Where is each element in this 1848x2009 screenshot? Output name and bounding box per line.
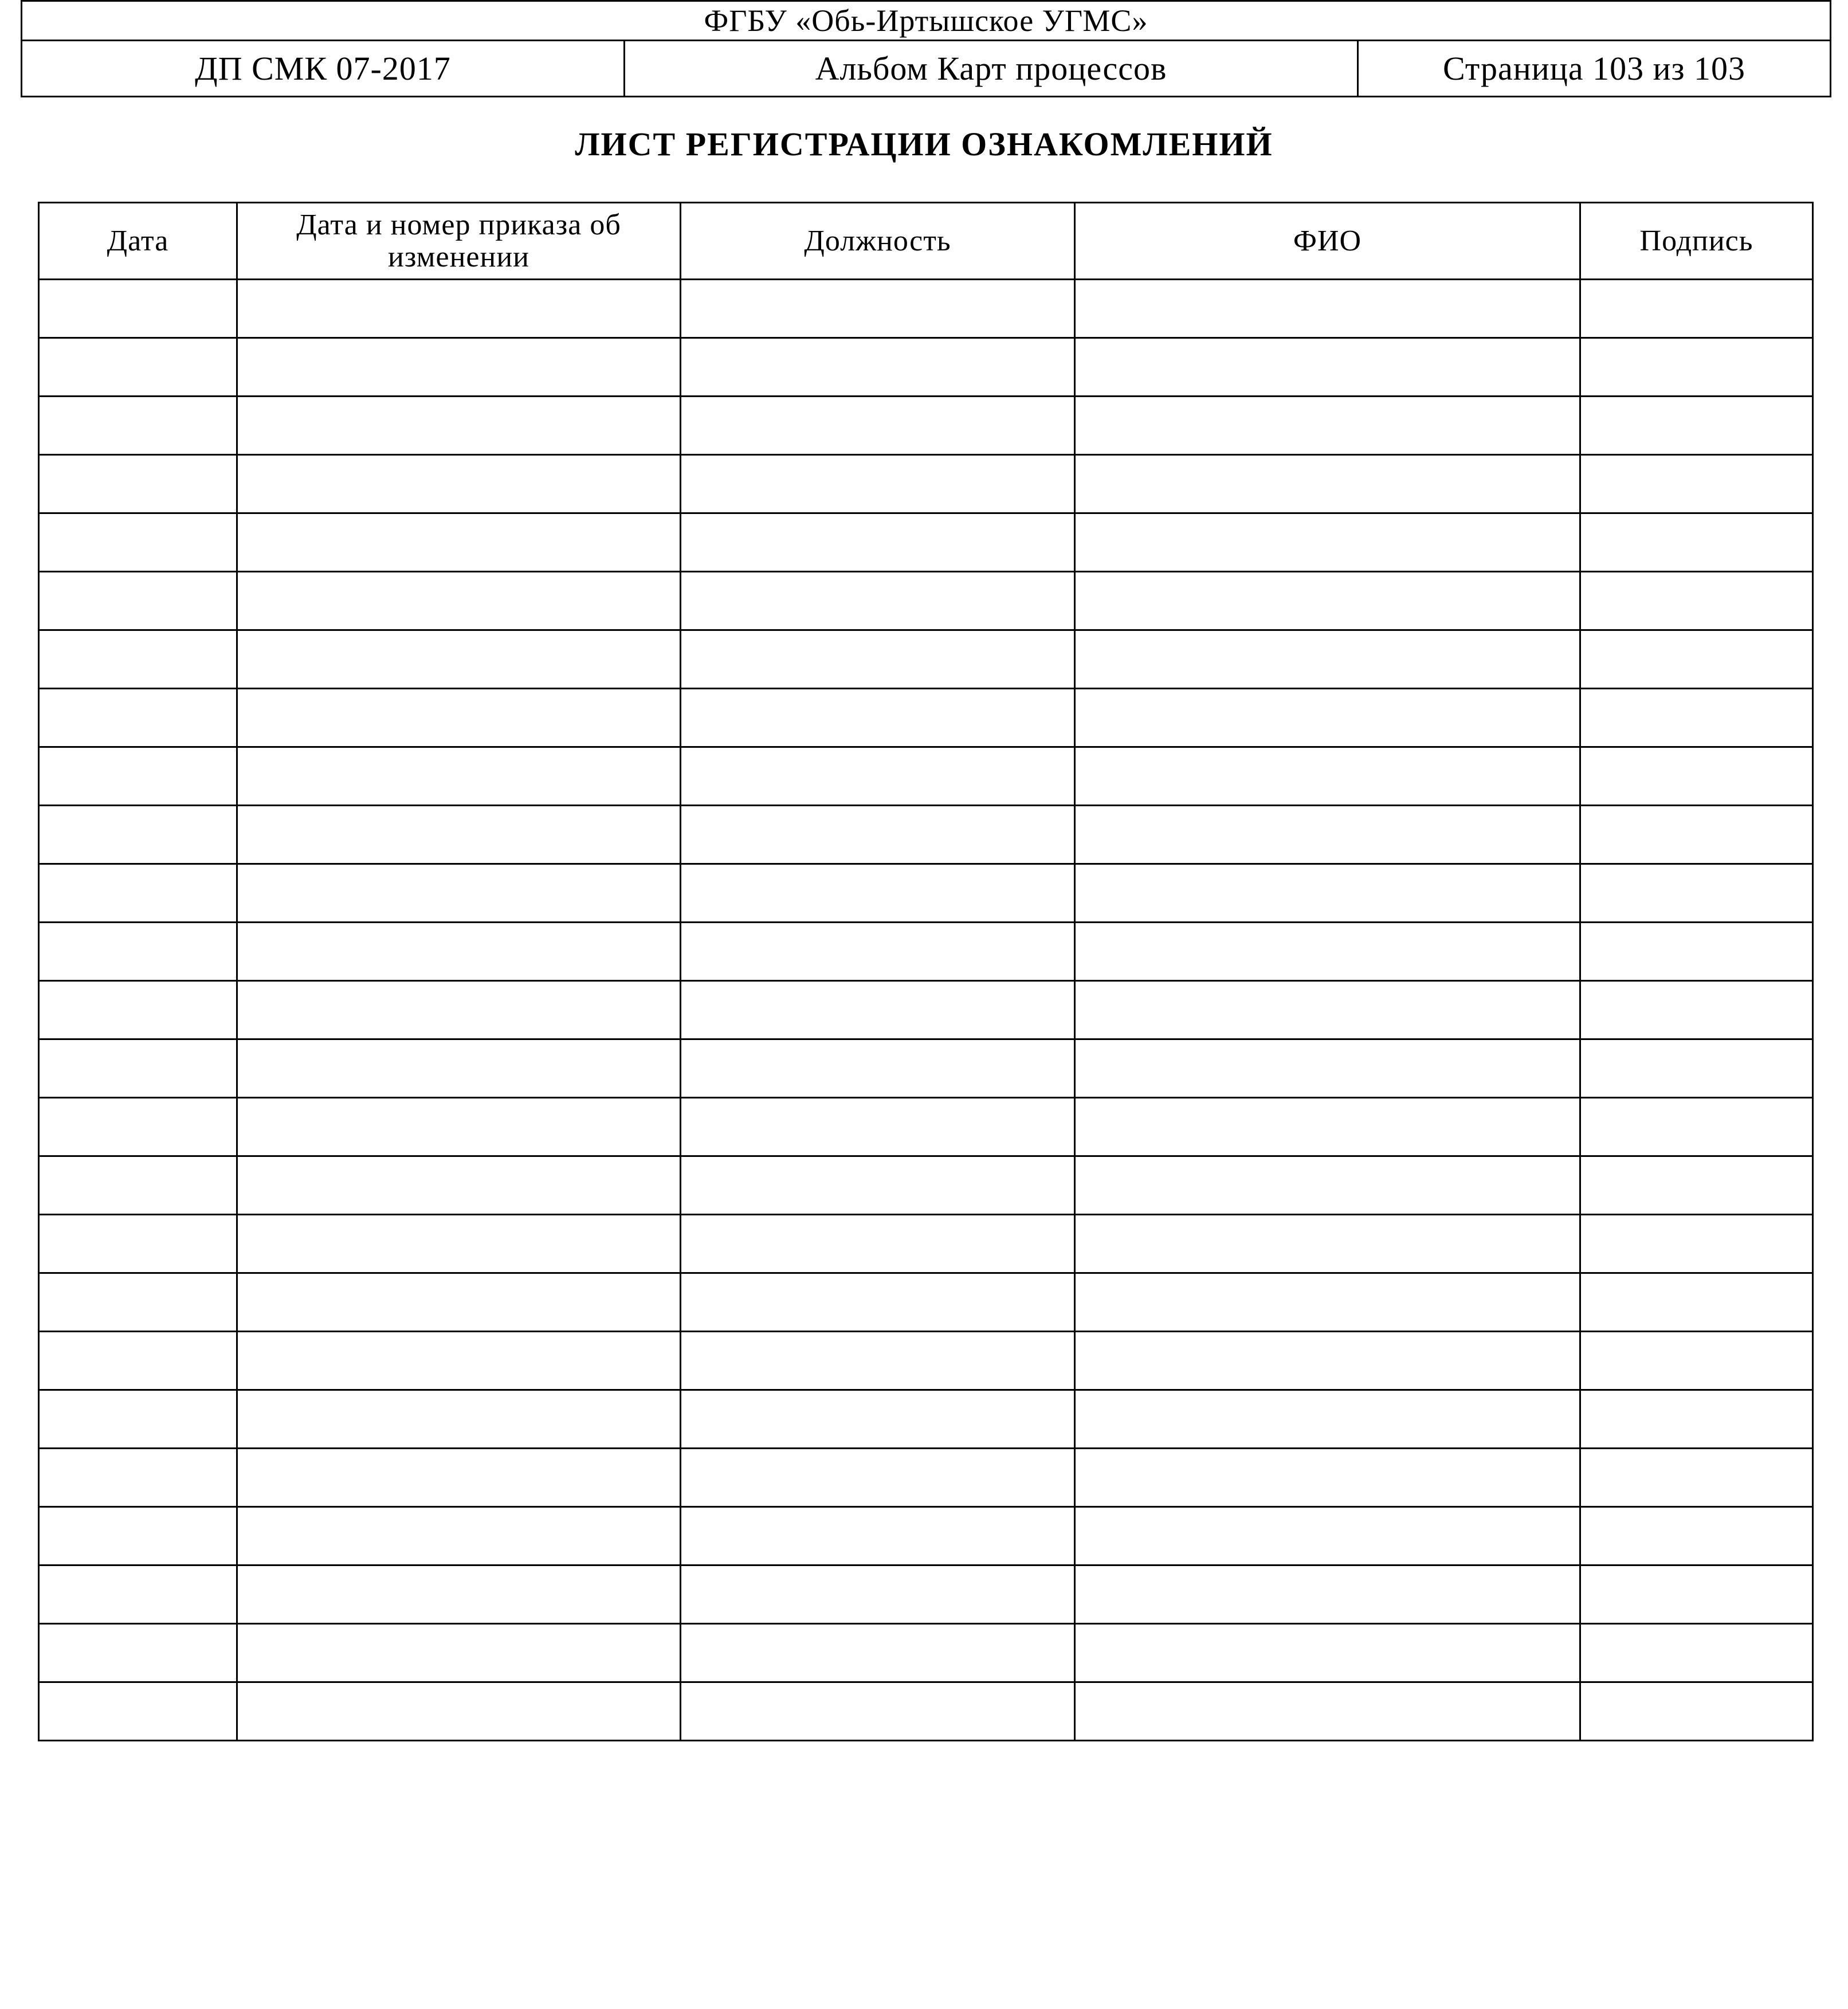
table-row [39, 1215, 1813, 1273]
table-cell [1580, 1449, 1813, 1507]
table-cell [681, 981, 1075, 1039]
table-cell [681, 572, 1075, 630]
table-cell [237, 806, 681, 864]
table-row [39, 1507, 1813, 1565]
table-cell [1075, 455, 1580, 513]
table-cell [237, 1273, 681, 1332]
table-cell [681, 689, 1075, 747]
table-cell [237, 864, 681, 923]
table-cell [1075, 689, 1580, 747]
table-row [39, 1390, 1813, 1449]
table-cell [39, 455, 237, 513]
document-code: ДП СМК 07-2017 [22, 41, 625, 96]
table-cell [1075, 1039, 1580, 1098]
table-cell [1075, 513, 1580, 572]
table-cell [237, 747, 681, 806]
table-cell [1075, 338, 1580, 397]
table-row [39, 280, 1813, 338]
table-cell [1580, 572, 1813, 630]
table-cell [237, 1507, 681, 1565]
column-header-date: Дата [39, 203, 237, 280]
table-row [39, 923, 1813, 981]
table-cell [237, 1565, 681, 1624]
table-cell [681, 1390, 1075, 1449]
table-cell [1580, 864, 1813, 923]
table-cell [681, 1215, 1075, 1273]
table-cell [237, 455, 681, 513]
table-cell [39, 1098, 237, 1156]
table-cell [681, 1273, 1075, 1332]
table-cell [1580, 1215, 1813, 1273]
table-cell [1075, 981, 1580, 1039]
table-row [39, 630, 1813, 689]
table-cell [39, 1449, 237, 1507]
table-cell [237, 1449, 681, 1507]
table-cell [681, 1624, 1075, 1682]
table-cell [237, 689, 681, 747]
table-row [39, 1449, 1813, 1507]
column-header-order: Дата и номер приказа об изменении [237, 203, 681, 280]
table-cell [39, 1332, 237, 1390]
table-cell [681, 1449, 1075, 1507]
table-cell [237, 630, 681, 689]
table-row [39, 513, 1813, 572]
table-row [39, 397, 1813, 455]
table-cell [1580, 630, 1813, 689]
table-row [39, 1682, 1813, 1741]
table-cell [1075, 1156, 1580, 1215]
column-header-position: Должность [681, 203, 1075, 280]
table-cell [1075, 397, 1580, 455]
table-cell [237, 338, 681, 397]
table-cell [681, 1039, 1075, 1098]
table-row [39, 1273, 1813, 1332]
table-cell [1580, 338, 1813, 397]
organization-name: ФГБУ «Обь-Иртышское УГМС» [22, 2, 1830, 41]
table-cell [39, 1565, 237, 1624]
table-row [39, 747, 1813, 806]
table-row [39, 1156, 1813, 1215]
table-row [39, 689, 1813, 747]
table-cell [681, 747, 1075, 806]
table-cell [237, 1039, 681, 1098]
table-cell [39, 923, 237, 981]
table-cell [1580, 455, 1813, 513]
table-cell [1580, 1682, 1813, 1741]
table-cell [39, 864, 237, 923]
table-cell [39, 1390, 237, 1449]
table-cell [1075, 806, 1580, 864]
table-row [39, 1039, 1813, 1098]
table-cell [1580, 1332, 1813, 1390]
table-cell [681, 1682, 1075, 1741]
table-cell [237, 1682, 681, 1741]
table-cell [1580, 397, 1813, 455]
table-cell [237, 1156, 681, 1215]
table-cell [681, 630, 1075, 689]
document-name: Альбом Карт процессов [625, 41, 1359, 96]
table-cell [1075, 630, 1580, 689]
table-cell [39, 1682, 237, 1741]
table-cell [237, 1098, 681, 1156]
table-row [39, 572, 1813, 630]
table-cell [1580, 923, 1813, 981]
table-cell [237, 280, 681, 338]
document-header [21, 0, 1831, 97]
table-cell [237, 572, 681, 630]
table-header-row [39, 203, 1813, 280]
table-cell [237, 923, 681, 981]
table-cell [681, 1098, 1075, 1156]
table-cell [1075, 1390, 1580, 1449]
table-row [39, 338, 1813, 397]
table-cell [39, 630, 237, 689]
table-cell [1075, 1565, 1580, 1624]
table-cell [681, 923, 1075, 981]
table-row [39, 1565, 1813, 1624]
table-cell [39, 572, 237, 630]
registration-table [38, 202, 1814, 1741]
table-cell [1075, 864, 1580, 923]
table-cell [681, 513, 1075, 572]
table-row [39, 1098, 1813, 1156]
table-cell [1075, 1624, 1580, 1682]
table-cell [681, 1332, 1075, 1390]
table-cell [237, 513, 681, 572]
table-cell [39, 981, 237, 1039]
table-cell [1075, 923, 1580, 981]
table-cell [39, 806, 237, 864]
table-row [39, 981, 1813, 1039]
column-header-full-name: ФИО [1075, 203, 1580, 280]
table-cell [237, 397, 681, 455]
table-cell [1075, 1449, 1580, 1507]
table-cell [1580, 747, 1813, 806]
table-cell [681, 1565, 1075, 1624]
table-cell [237, 981, 681, 1039]
table-cell [1075, 747, 1580, 806]
table-cell [1580, 513, 1813, 572]
table-cell [39, 689, 237, 747]
table-row [39, 864, 1813, 923]
table-cell [39, 397, 237, 455]
table-cell [1580, 1273, 1813, 1332]
table-cell [39, 1507, 237, 1565]
table-cell [1075, 1098, 1580, 1156]
table-cell [1075, 1215, 1580, 1273]
table-cell [681, 338, 1075, 397]
table-cell [1075, 1682, 1580, 1741]
table-row [39, 806, 1813, 864]
table-cell [237, 1332, 681, 1390]
table-cell [681, 280, 1075, 338]
table-cell [1580, 1390, 1813, 1449]
table-cell [1580, 1156, 1813, 1215]
table-cell [681, 864, 1075, 923]
table-cell [39, 747, 237, 806]
table-cell [237, 1390, 681, 1449]
table-cell [39, 280, 237, 338]
table-cell [237, 1624, 681, 1682]
header-info-row [22, 41, 1830, 96]
page-title: ЛИСТ РЕГИСТРАЦИИ ОЗНАКОМЛЕНИЙ [575, 125, 1273, 163]
column-header-signature: Подпись [1580, 203, 1813, 280]
table-cell [39, 1156, 237, 1215]
table-cell [39, 338, 237, 397]
table-cell [1580, 981, 1813, 1039]
table-cell [681, 1507, 1075, 1565]
table-cell [681, 455, 1075, 513]
table-cell [39, 1273, 237, 1332]
table-cell [39, 1039, 237, 1098]
table-cell [1580, 1565, 1813, 1624]
table-cell [1075, 1507, 1580, 1565]
table-cell [681, 806, 1075, 864]
table-cell [1075, 280, 1580, 338]
table-cell [39, 513, 237, 572]
table-cell [237, 1215, 681, 1273]
table-cell [1075, 572, 1580, 630]
table-cell [1580, 280, 1813, 338]
table-cell [1075, 1273, 1580, 1332]
table-row [39, 1332, 1813, 1390]
table-row [39, 455, 1813, 513]
table-cell [1580, 1507, 1813, 1565]
table-cell [681, 397, 1075, 455]
table-cell [1075, 1332, 1580, 1390]
table-row [39, 1624, 1813, 1682]
table-cell [39, 1215, 237, 1273]
table-body [39, 280, 1813, 1741]
table-cell [1580, 1039, 1813, 1098]
table-cell [1580, 1098, 1813, 1156]
table-cell [1580, 689, 1813, 747]
table-cell [39, 1624, 237, 1682]
table-cell [1580, 1624, 1813, 1682]
page-info: Страница 103 из 103 [1442, 50, 1746, 87]
table-cell [1580, 806, 1813, 864]
table-cell [681, 1156, 1075, 1215]
